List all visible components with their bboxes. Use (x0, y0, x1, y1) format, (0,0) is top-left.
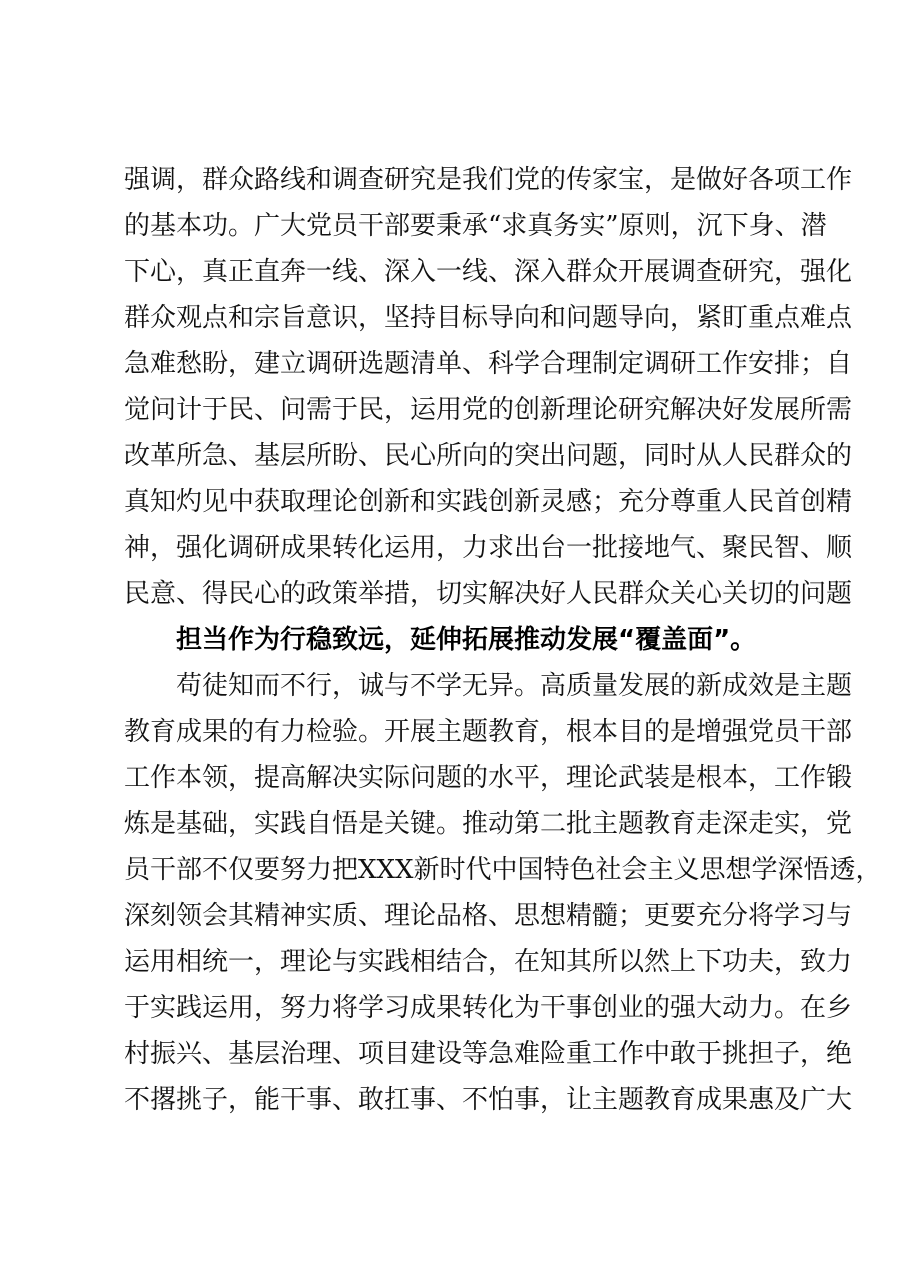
paragraph-1-line-7: 改革所急、基层所盼、民心所向的突出问题，同时从人民群众的 (124, 441, 853, 471)
paragraph-1-line-6: 觉问计于民、问需于民，运用党的创新理论研究解决好发展所需 (124, 395, 853, 425)
paragraph-2-line-4: 炼是基础，实践自悟是关键。推动第二批主题教育走深走实，党 (124, 809, 853, 839)
paragraph-2-line-1: 苟徒知而不行，诚与不学无异。高质量发展的新成效是主题 (176, 671, 853, 701)
paragraph-1-line-8: 真知灼见中获取理论创新和实践创新灵感；充分尊重人民首创精 (124, 487, 853, 517)
paragraph-2-line-6: 深刻领会其精神实质、理论品格、思想精髓；更要充分将学习与 (124, 901, 853, 931)
paragraph-1-line-4: 群众观点和宗旨意识，坚持目标导向和问题导向，紧盯重点难点 (124, 303, 853, 333)
paragraph-1-line-9: 神，强化调研成果转化运用，力求出台一批接地气、聚民智、顺 (124, 533, 853, 563)
paragraph-2-line-8: 于实践运用，努力将学习成果转化为干事创业的强大动力。在乡 (124, 993, 853, 1023)
paragraph-1-line-2: 的基本功。广大党员干部要秉承“求真务实”原则，沉下身、潜 (124, 211, 827, 241)
paragraph-1-line-1: 强调，群众路线和调查研究是我们党的传家宝，是做好各项工作 (124, 165, 853, 195)
paragraph-2-line-5: 员干部不仅要努力把XXX新时代中国特色社会主义思想学深悟透， (124, 855, 882, 885)
paragraph-2-line-7: 运用相统一，理论与实践相结合，在知其所以然上下功夫，致力 (124, 947, 853, 977)
paragraph-2-line-3: 工作本领，提高解决实际问题的水平，理论武装是根本，工作锻 (124, 763, 853, 793)
paragraph-2-line-9: 村振兴、基层治理、项目建设等急难险重工作中敢于挑担子，绝 (124, 1039, 853, 1069)
paragraph-2-line-10: 不撂挑子，能干事、敢扛事、不怕事，让主题教育成果惠及广大 (124, 1085, 853, 1115)
paragraph-2-line-2: 教育成果的有力检验。开展主题教育，根本目的是增强党员干部 (124, 717, 853, 747)
paragraph-1-line-5: 急难愁盼，建立调研选题清单、科学合理制定调研工作安排；自 (124, 349, 853, 379)
paragraph-1-line-3: 下心，真正直奔一线、深入一线、深入群众开展调查研究，强化 (124, 257, 853, 287)
paragraph-1-line-10: 民意、得民心的政策举措，切实解决好人民群众关心关切的问题 (124, 579, 853, 609)
section-heading: 担当作为行稳致远，延伸拓展推动发展“覆盖面”。 (176, 625, 757, 655)
